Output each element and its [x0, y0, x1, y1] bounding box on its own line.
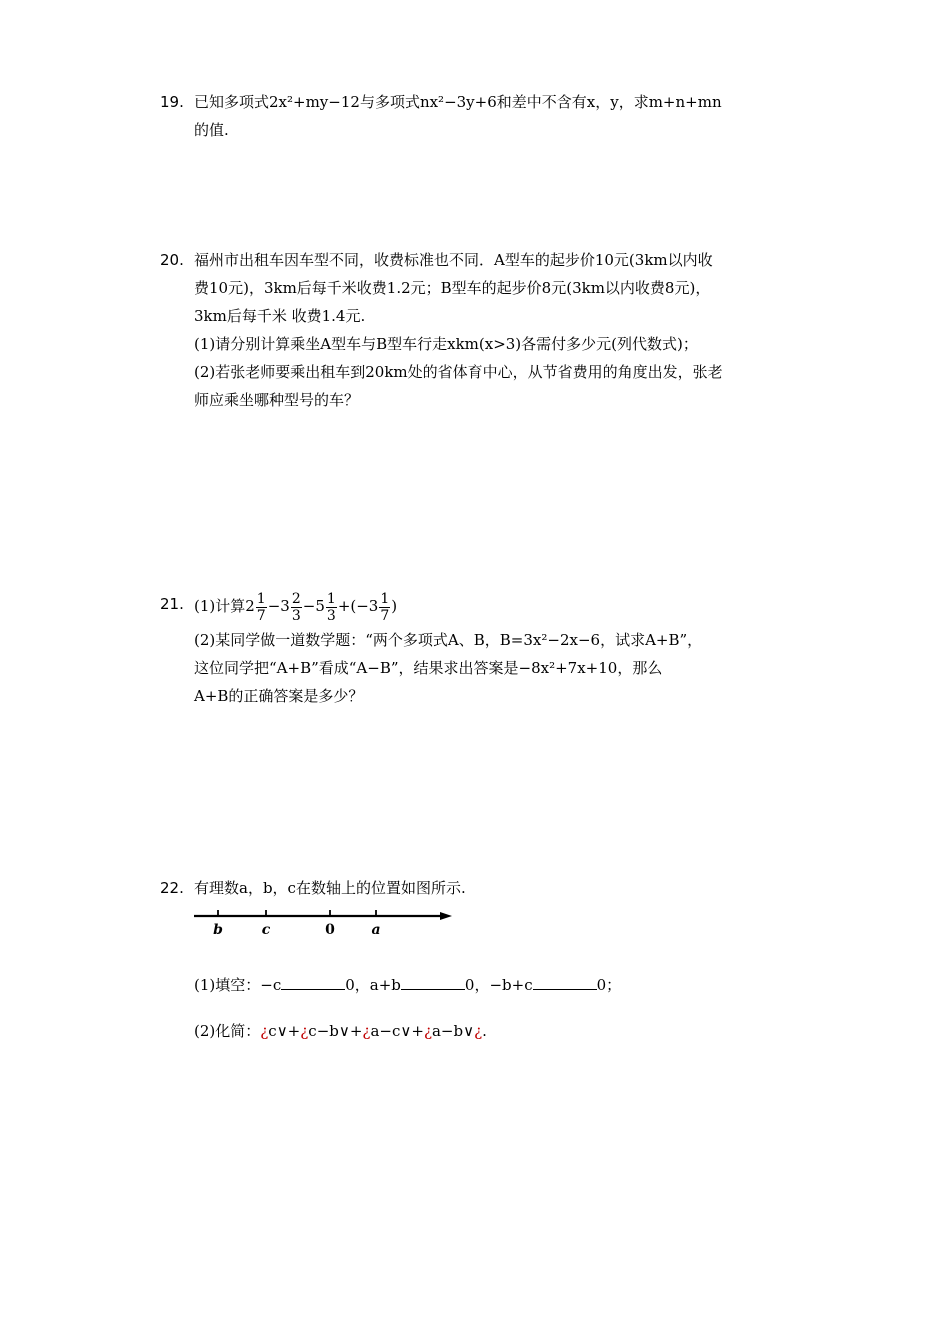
expression: −c [260, 976, 282, 994]
garbled-char: ¿ [423, 1022, 432, 1040]
expression: 0； [596, 976, 622, 994]
operator-term: −3 [267, 597, 290, 615]
axis-arrow [440, 912, 452, 920]
axis-label-a: a [371, 922, 381, 938]
question-text-line: 这位同学把“A+B”看成“A−B”，结果求出答案是−8x²+7x+10，那么 [194, 659, 663, 677]
expression: c−b∨+ [308, 1022, 363, 1040]
part-label: (2)化简： [194, 1022, 261, 1040]
expression: c∨+ [268, 1022, 301, 1040]
question-number: 21. [160, 595, 184, 613]
fill-in-line [194, 971, 800, 999]
expression: ，−b+c [474, 976, 533, 994]
question-text-line: 已知多项式2x²+my−12与多项式nx²−3y+6和差中不含有x，y，求m+n+mn [194, 93, 722, 111]
garbled-char: ¿ [474, 1022, 483, 1040]
question-text-line: 的值. [194, 121, 229, 139]
question-20 [160, 246, 800, 414]
closing-paren: ) [391, 597, 398, 615]
question-21 [160, 586, 800, 710]
answer-blank[interactable] [533, 975, 597, 990]
garbled-char: ¿ [362, 1022, 371, 1040]
zero-value: 0 [464, 976, 475, 994]
question-text-line: 费10元)，3km后每千米收费1.2元；B型车的起步价8元(3km以内收费8元)， [194, 279, 711, 297]
number-line [194, 906, 464, 940]
question-text-line: 福州市出租车因车型不同，收费标准也不同．A型车的起步价10元(3km以内收 [194, 251, 713, 269]
operator-term: +(−3 [337, 597, 379, 615]
fraction: $\frac{2}{3}$ [291, 590, 301, 624]
expression: a−c∨+ [370, 1022, 424, 1040]
answer-blank[interactable] [281, 975, 345, 990]
expression: a−b∨ [431, 1022, 475, 1040]
fraction: $\frac{1}{3}$ [326, 590, 336, 624]
mixed-number-whole: 2 [245, 597, 255, 615]
question-text-line: (2)某同学做一道数学题：“两个多项式A、B，B=3x²−2x−6，试求A+B”， [194, 631, 703, 649]
question-19 [160, 88, 800, 144]
question-text-line: (1)请分别计算乘坐A型车与B型车行走xkm(x>3)各需付多少元(列代数式)； [194, 335, 698, 353]
question-text-line: 3km后每千米 收费1.4元. [194, 307, 366, 325]
question-text-line: 师应乘坐哪种型号的车？ [194, 391, 360, 409]
simplify-line [194, 1017, 800, 1045]
expression: ，a+b [354, 976, 401, 994]
fraction: $\frac{1}{7}$ [380, 590, 390, 624]
part-label: (1)计算 [194, 597, 246, 615]
fraction: $\frac{1}{7}$ [256, 590, 266, 624]
question-number: 19. [160, 93, 184, 111]
question-text-line: A+B的正确答案是多少？ [194, 687, 364, 705]
calculation-expression [194, 586, 800, 626]
answer-blank[interactable] [401, 975, 465, 990]
zero-value: 0 [345, 976, 355, 994]
question-text-line: (2)若张老师要乘出租车到20km处的省体育中心，从节省费用的角度出发，张老 [194, 363, 723, 381]
operator-term: −5 [302, 597, 325, 615]
question-number: 20. [160, 251, 184, 269]
expression: . [482, 1022, 487, 1040]
axis-label-b: b [213, 922, 223, 938]
number-line-figure [194, 906, 800, 949]
axis-label-c: c [261, 922, 271, 938]
question-22 [160, 874, 800, 1045]
garbled-char: ¿ [260, 1022, 269, 1040]
part-label: (1)填空： [194, 976, 261, 994]
question-number: 22. [160, 879, 184, 897]
garbled-char: ¿ [300, 1022, 309, 1040]
axis-label-0: 0 [325, 922, 335, 938]
question-text-line: 有理数a，b，c在数轴上的位置如图所示. [194, 879, 466, 897]
